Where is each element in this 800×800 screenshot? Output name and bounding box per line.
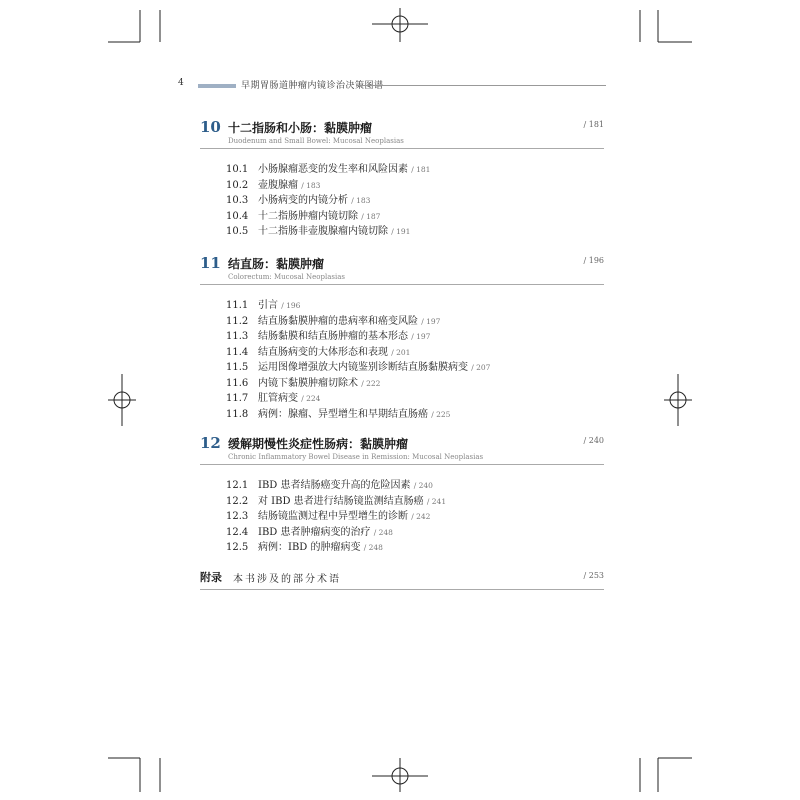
section-page: / 183	[301, 180, 321, 190]
toc-entry[interactable]	[226, 525, 446, 541]
section-title: 结直肠病变的大体形态和表现	[258, 346, 388, 358]
appendix-page: / 253	[583, 571, 604, 580]
chapter-11	[200, 254, 604, 424]
toc-entry[interactable]	[226, 540, 446, 556]
section-list	[226, 162, 430, 240]
section-list	[226, 298, 490, 422]
section-page: / 183	[351, 196, 371, 205]
section-number: 10.1	[226, 164, 249, 175]
section-list	[226, 478, 446, 556]
section-page: / 248	[363, 543, 383, 552]
section-page: / 196	[281, 301, 301, 310]
section-page: / 191	[391, 227, 411, 236]
section-title: 十二指肠非壶腹腺瘤内镜切除	[258, 226, 388, 237]
section-title: 引言	[258, 300, 278, 311]
section-title: 病例：腺瘤、异型增生和早期结直肠癌	[258, 408, 428, 420]
section-number: 12.2	[226, 495, 249, 507]
chapter-rule	[200, 464, 604, 465]
section-number: 11.8	[226, 408, 249, 420]
running-header	[178, 78, 638, 94]
toc-entry[interactable]	[226, 224, 430, 240]
section-number: 10.3	[226, 195, 249, 206]
toc-entry[interactable]	[226, 509, 446, 525]
chapter-title[interactable]: 结直肠：黏膜肿瘤	[228, 257, 325, 271]
header-rule	[356, 85, 606, 86]
toc-entry[interactable]	[226, 376, 490, 392]
section-title: 对 IBD 患者进行结肠镜监测结直肠癌	[258, 495, 424, 507]
chapter-title[interactable]: 缓解期慢性炎症性肠病：黏膜肿瘤	[228, 437, 409, 451]
section-page: / 240	[413, 481, 433, 490]
chapter-title[interactable]: 十二指肠和小肠：黏膜肿瘤	[228, 121, 373, 135]
toc-entry[interactable]	[226, 391, 490, 407]
section-number: 11.4	[226, 346, 249, 358]
section-title: IBD 患者肿瘤病变的治疗	[258, 526, 371, 538]
book-title: 早期胃肠道肿瘤内镜诊治决策图谱	[241, 81, 384, 91]
chapter-number: 10	[200, 118, 221, 136]
section-title: 壶腹腺瘤	[258, 179, 298, 191]
chapter-page: / 240	[583, 436, 604, 445]
section-number: 11.1	[226, 300, 249, 311]
appendix-title[interactable]: 本书涉及的部分术语	[233, 574, 341, 585]
chapter-rule	[200, 148, 604, 149]
section-title: 肛管病变	[258, 393, 298, 404]
toc-entry[interactable]	[226, 345, 490, 361]
section-page: / 187	[361, 211, 381, 221]
appendix-rule	[200, 589, 604, 590]
section-number: 10.4	[226, 210, 249, 222]
toc-entry[interactable]	[226, 494, 446, 510]
section-title: 十二指肠肿瘤内镜切除	[258, 210, 358, 222]
section-page: / 242	[411, 512, 431, 521]
chapter-subtitle: Duodenum and Small Bowel: Mucosal Neoplasias	[228, 137, 404, 145]
appendix-label: 附录	[200, 571, 222, 584]
section-title: 小肠腺瘤恶变的发生率和风险因素	[258, 164, 408, 175]
toc-entry[interactable]	[226, 407, 490, 423]
section-title: 结肠镜监测过程中异型增生的诊断	[258, 511, 408, 522]
section-title: 运用图像增强放大内镜鉴别诊断结直肠黏膜病变	[258, 362, 468, 373]
section-page: / 201	[391, 347, 411, 357]
toc-entry[interactable]	[226, 162, 430, 178]
section-number: 11.2	[226, 315, 249, 327]
section-page: / 241	[426, 496, 447, 506]
section-page: / 181	[411, 165, 431, 174]
section-number: 10.5	[226, 226, 249, 237]
section-number: 11.6	[226, 377, 249, 389]
section-number: 11.7	[226, 393, 249, 404]
section-page: / 248	[373, 527, 393, 537]
section-page: / 197	[421, 316, 441, 326]
toc-entry[interactable]	[226, 298, 490, 314]
section-number: 12.5	[226, 542, 249, 553]
section-title: 小肠病变的内镜分析	[258, 195, 348, 206]
section-number: 11.5	[226, 362, 249, 373]
chapter-12	[200, 434, 604, 559]
section-title: 内镜下黏膜肿瘤切除术	[258, 377, 358, 389]
chapter-page: / 196	[583, 256, 604, 265]
chapter-subtitle: Chronic Inflammatory Bowel Disease in Remission: Mucosal Neoplasias	[228, 453, 484, 461]
section-number: 12.4	[226, 526, 249, 538]
section-title: 结直肠黏膜肿瘤的患病率和癌变风险	[258, 315, 418, 327]
chapter-subtitle: Colorectum: Mucosal Neoplasias	[228, 273, 345, 281]
toc-entry[interactable]	[226, 478, 446, 494]
toc-entry[interactable]	[226, 178, 430, 194]
chapter-10	[200, 118, 604, 243]
page-number: 4	[178, 78, 184, 88]
section-page: / 197	[411, 332, 431, 341]
section-title: 结肠黏膜和结直肠肿瘤的基本形态	[258, 331, 408, 342]
section-title: IBD 患者结肠癌变升高的危险因素	[258, 480, 411, 491]
chapter-rule	[200, 284, 604, 285]
chapter-page: / 181	[583, 120, 604, 129]
header-bar	[198, 84, 236, 88]
section-page: / 224	[301, 394, 321, 403]
toc-entry[interactable]	[226, 329, 490, 345]
toc-entry[interactable]	[226, 314, 490, 330]
toc-entry[interactable]	[226, 360, 490, 376]
section-page: / 225	[431, 409, 451, 419]
toc-entry[interactable]	[226, 209, 430, 225]
section-page: / 207	[471, 363, 491, 372]
chapter-number: 12	[200, 434, 221, 452]
section-number: 11.3	[226, 331, 249, 342]
section-number: 10.2	[226, 179, 249, 191]
section-title: 病例：IBD 的肿瘤病变	[258, 542, 361, 553]
toc-entry[interactable]	[226, 193, 430, 209]
chapter-number: 11	[200, 254, 221, 272]
section-number: 12.1	[226, 480, 249, 491]
section-page: / 222	[361, 378, 381, 388]
appendix	[200, 569, 604, 599]
section-number: 12.3	[226, 511, 249, 522]
